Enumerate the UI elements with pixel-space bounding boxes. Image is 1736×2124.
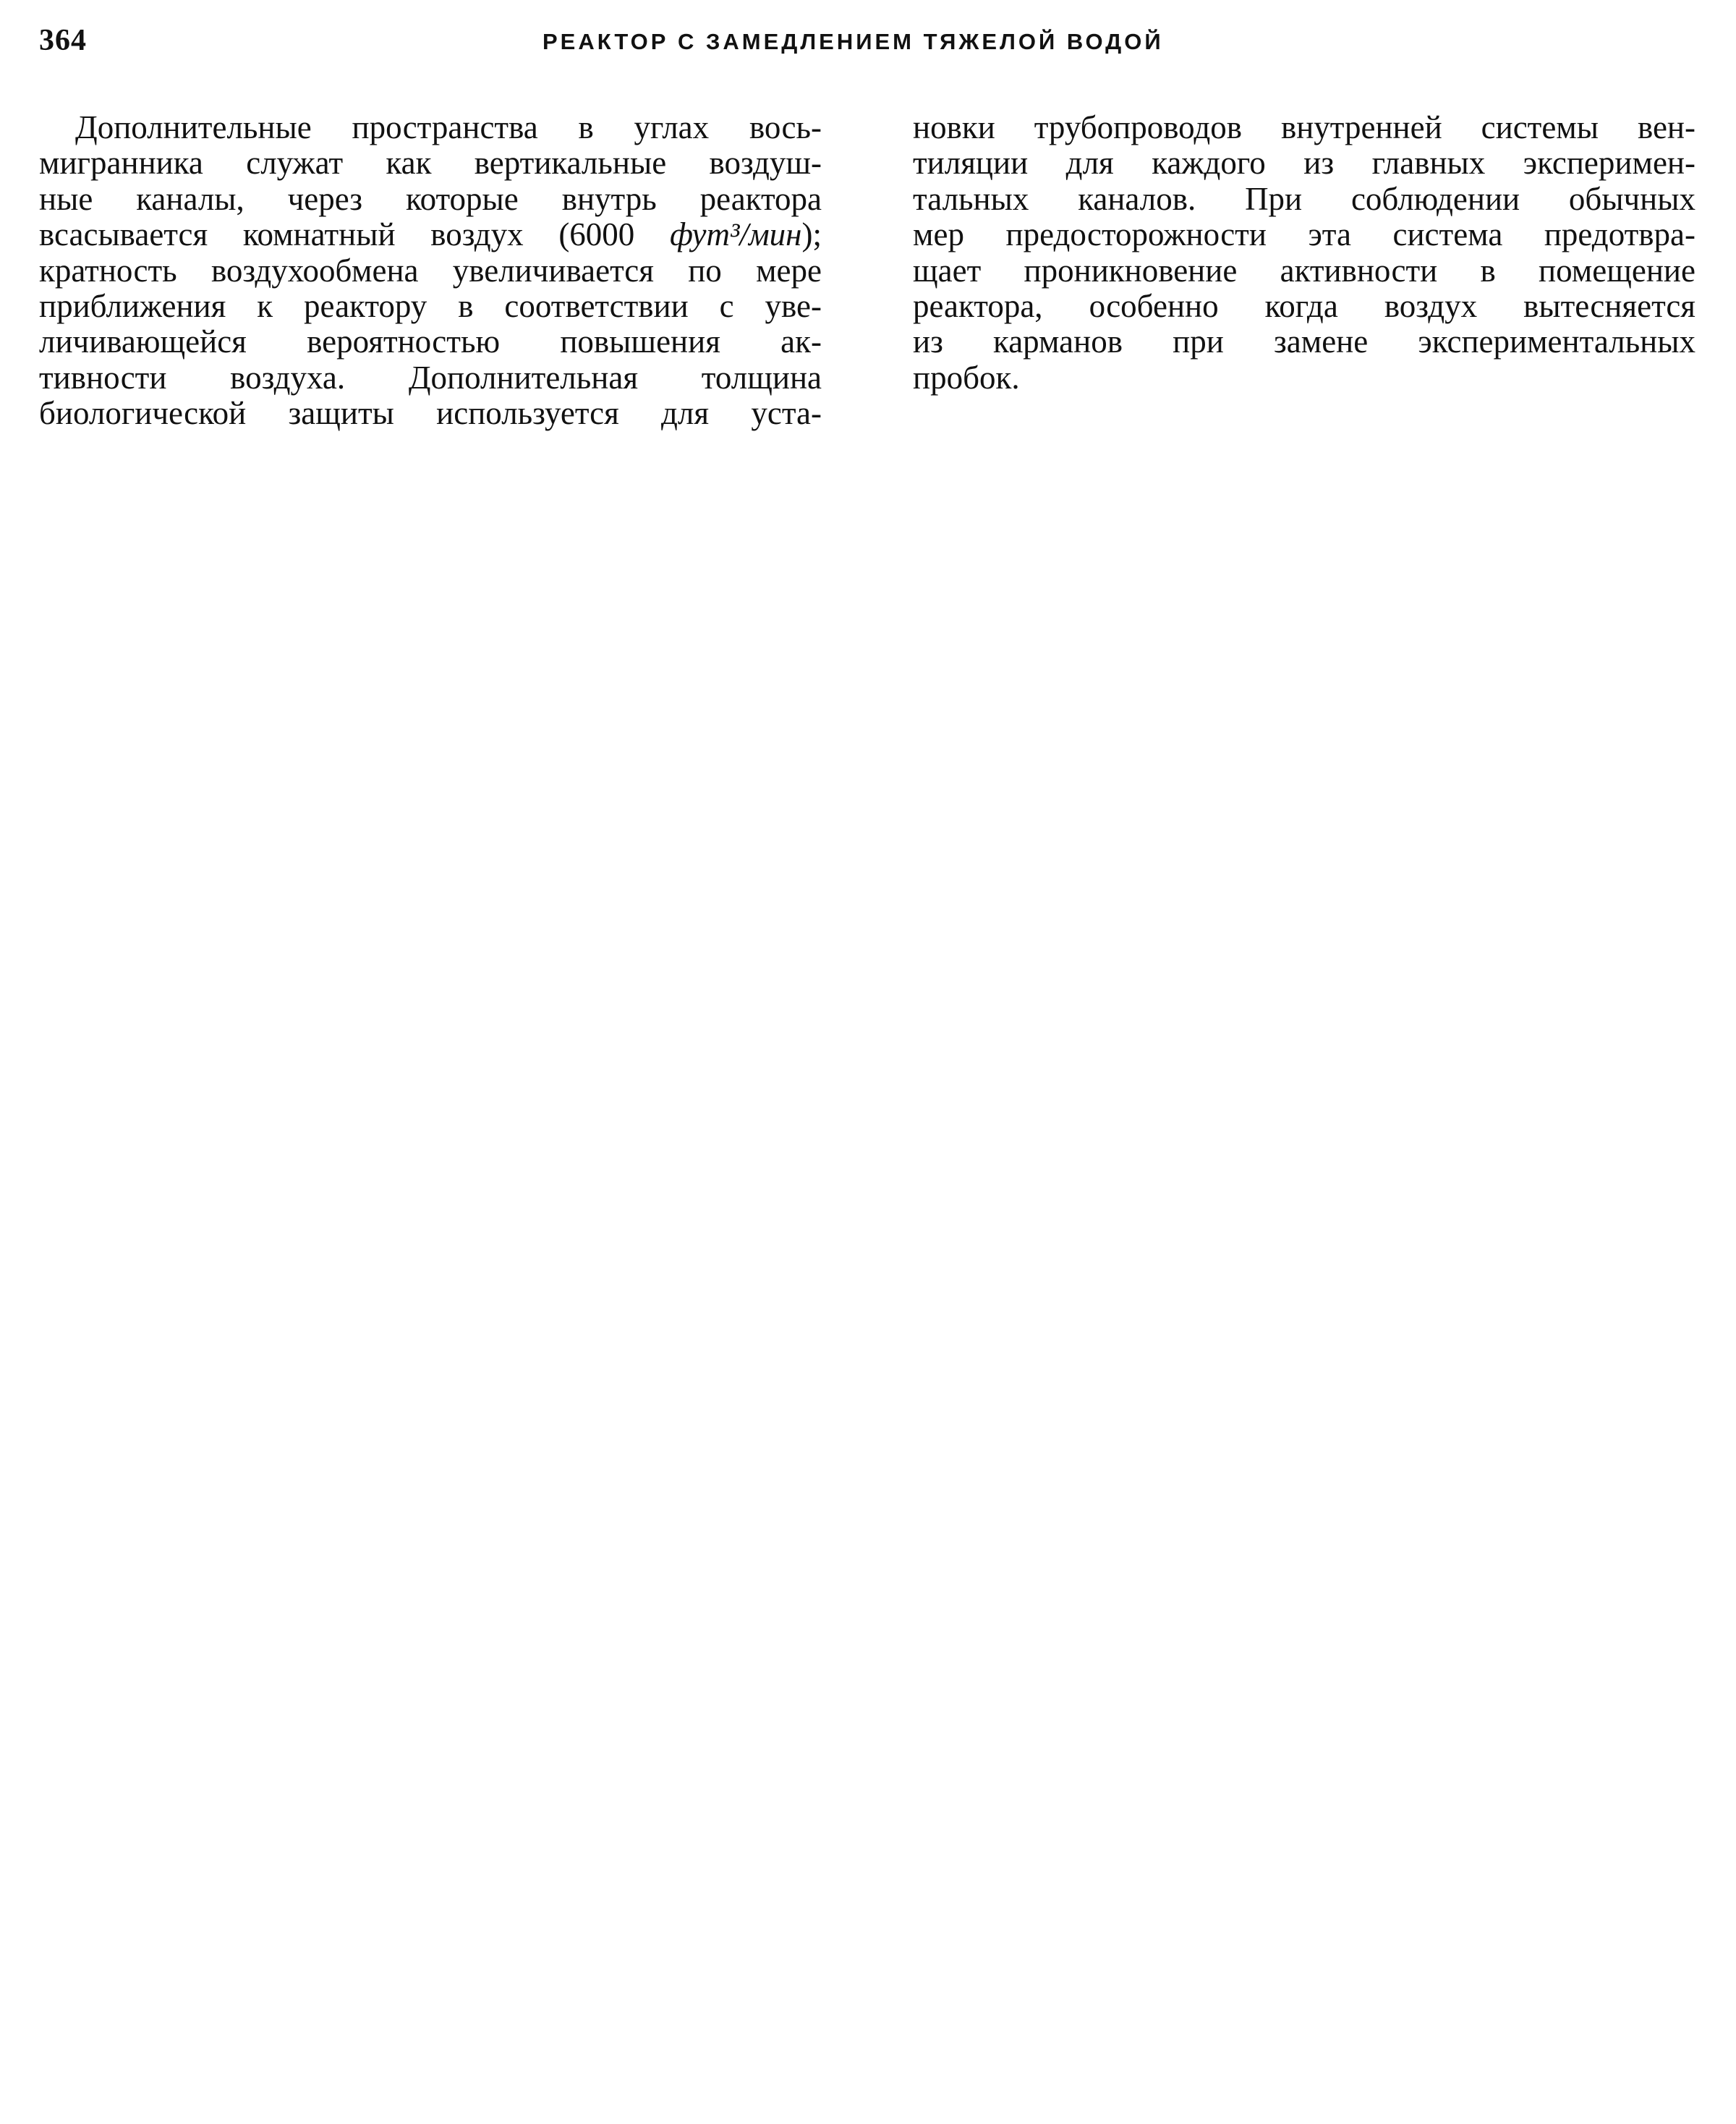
- unit-italic: фут³/мин: [670, 216, 802, 253]
- right-column: [913, 110, 1695, 396]
- text-line: тиляции для каждого из главных эксперимен-: [913, 145, 1695, 182]
- text-line: пробок.: [913, 359, 1020, 396]
- text-line: щает проникновение активности в помещение: [913, 252, 1695, 289]
- running-head: РЕАКТОР С ЗАМЕДЛЕНИЕМ ТЯЖЕЛОЙ ВОДОЙ: [542, 29, 1164, 54]
- text-line: кратность воздухообмена увеличивается по мере: [39, 252, 822, 289]
- text-line: тальных каналов. При соблюдении обычных: [913, 180, 1695, 217]
- text-line: из карманов при замене экспериментальных: [913, 323, 1695, 360]
- text-line: реактора, особенно когда воздух вытесняется: [913, 288, 1695, 325]
- text-line: тивности воздуха. Дополнительная толщина: [39, 359, 822, 396]
- text-line: новки трубопроводов внутренней системы вен-: [913, 109, 1695, 145]
- text-line: приближения к реактору в соответствии с уве-: [39, 288, 822, 325]
- text-line: Дополнительные пространства в углах вось-: [75, 109, 822, 145]
- text-line: биологической защиты используется для уста-: [39, 395, 822, 432]
- left-column: [39, 110, 822, 432]
- text-line: мер предосторожности эта система предотвра-: [913, 216, 1695, 253]
- page-number: 364: [39, 24, 87, 57]
- text-line: личивающейся вероятностью повышения ак-: [39, 323, 822, 360]
- text-line: мигранника служат как вертикальные воздуш-: [39, 145, 822, 182]
- text-line: всасывается комнатный воздух (6000 фут³/мин);: [39, 216, 822, 253]
- text-line: ные каналы, через которые внутрь реактора: [39, 180, 822, 217]
